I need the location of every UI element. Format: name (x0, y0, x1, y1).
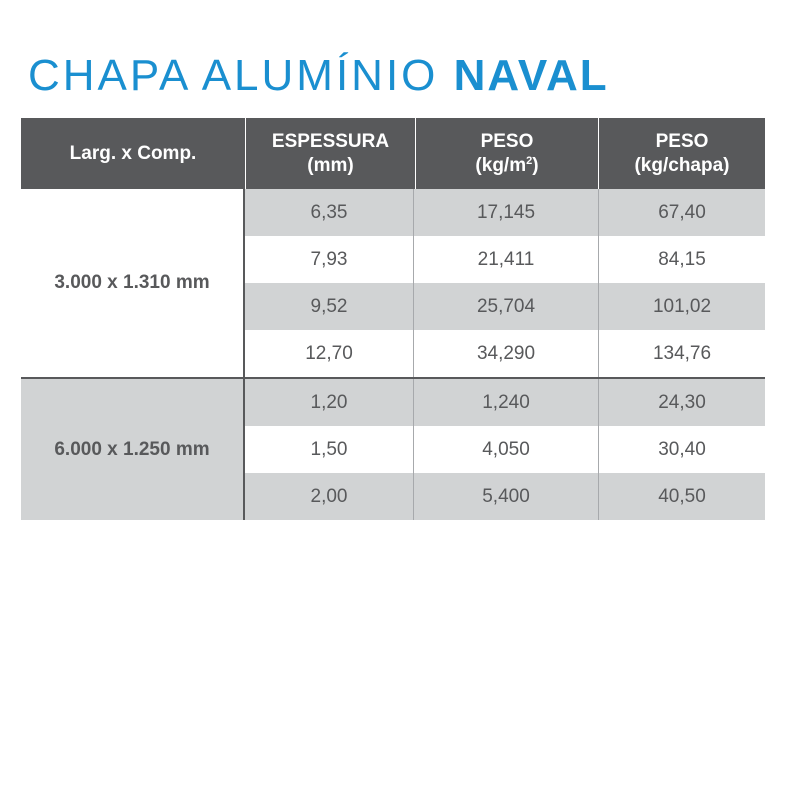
weight-sheet-cell: 40,50 (598, 473, 765, 520)
table-row (245, 473, 765, 520)
header-weight-sheet-unit: (kg/chapa) (634, 154, 730, 176)
thickness-cell: 1,20 (310, 391, 348, 413)
thickness-cell: 12,70 (305, 342, 353, 364)
title-light-text: CHAPA ALUMÍNIO (28, 51, 454, 100)
group-rows (245, 379, 765, 520)
weight-m2-cell: 4,050 (413, 426, 598, 473)
group-rows (245, 189, 765, 377)
header-dimensions (21, 118, 245, 189)
header-weight-sheet-title: PESO (655, 130, 709, 152)
weight-sheet-cell: 30,40 (598, 426, 765, 473)
header-weight-m2-title: PESO (480, 130, 534, 152)
header-weight-sheet (598, 118, 765, 189)
weight-m2-cell: 21,411 (413, 236, 598, 283)
table-row (245, 426, 765, 473)
unit-superscript: 2 (526, 154, 533, 167)
thickness-cell: 6,35 (310, 201, 348, 223)
unit-post: ) (532, 154, 539, 176)
thickness-cell: 9,52 (310, 295, 348, 317)
header-dimensions-label: Larg. x Comp. (69, 142, 197, 164)
unit-pre: (kg/m (475, 154, 527, 176)
header-thickness-title: ESPESSURA (271, 130, 390, 152)
weight-sheet-cell: 101,02 (598, 283, 765, 330)
header-weight-m2 (415, 118, 598, 189)
weight-m2-cell: 1,240 (413, 379, 598, 426)
page-title (28, 48, 609, 104)
weight-sheet-cell: 84,15 (598, 236, 765, 283)
title-bold-text: NAVAL (453, 51, 609, 100)
table-row (245, 379, 765, 426)
table-header (21, 118, 765, 189)
table-row (245, 330, 765, 377)
table-row (245, 283, 765, 330)
table-row (245, 236, 765, 283)
table-row (245, 189, 765, 236)
table-group (21, 377, 765, 520)
header-weight-m2-unit (475, 154, 538, 178)
thickness-cell: 1,50 (310, 438, 348, 460)
weight-m2-cell: 17,145 (413, 189, 598, 236)
weight-m2-cell: 25,704 (413, 283, 598, 330)
thickness-cell: 7,93 (310, 248, 348, 270)
weight-sheet-cell: 24,30 (598, 379, 765, 426)
header-thickness-unit: (mm) (307, 154, 354, 176)
header-thickness (245, 118, 415, 189)
weight-m2-cell: 34,290 (413, 330, 598, 377)
table-group (21, 189, 765, 377)
thickness-cell: 2,00 (310, 485, 348, 507)
table-body (21, 189, 765, 520)
product-table (21, 118, 765, 520)
group-dimensions-label: 6.000 x 1.250 mm (21, 379, 245, 520)
weight-sheet-cell: 67,40 (598, 189, 765, 236)
group-dimensions-label: 3.000 x 1.310 mm (21, 189, 245, 377)
weight-m2-cell: 5,400 (413, 473, 598, 520)
weight-sheet-cell: 134,76 (598, 330, 765, 377)
